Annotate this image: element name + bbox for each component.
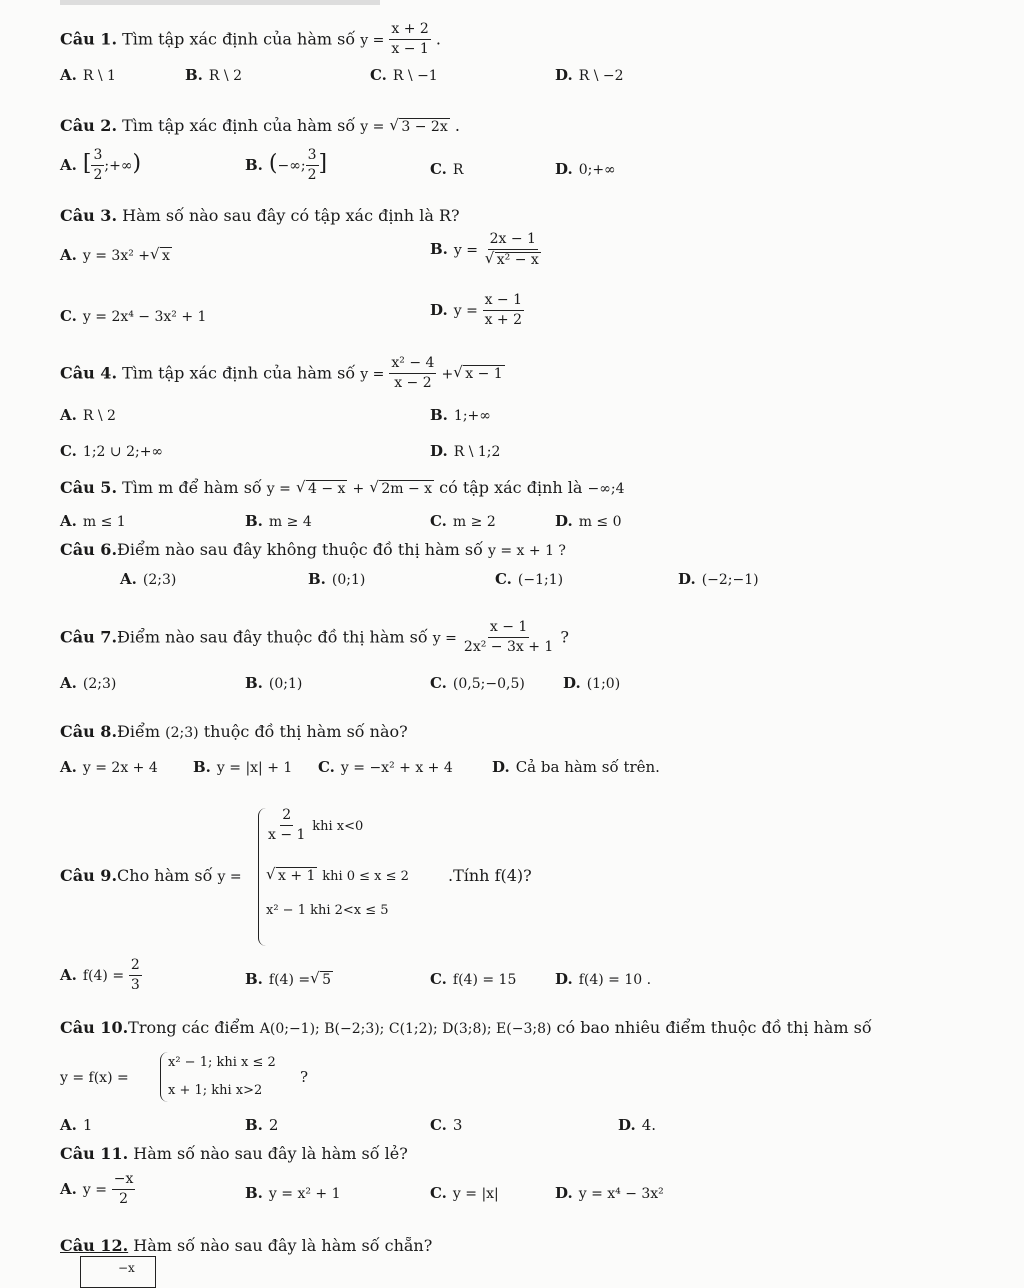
- q8-option-a: A. y = 2x + 4: [60, 758, 158, 776]
- q8-option-b: B. y = |x| + 1: [193, 758, 293, 776]
- question-11: Câu 11. Hàm số nào sau đây là hàm số lẻ?: [60, 1144, 408, 1163]
- q10-case-2: x + 1; khi x>2: [168, 1083, 263, 1098]
- q1-option-c: C. R \ −1: [370, 66, 438, 84]
- q7-option-d: D. (1;0): [563, 674, 621, 692]
- question-2: Câu 2. Tìm tập xác định của hàm số y = √ 3 − 2x .: [60, 116, 460, 135]
- q3-option-b: B. y = 2x − 1 √ x² − x: [430, 232, 543, 269]
- q4-option-a: A. R \ 2: [60, 406, 116, 424]
- q6-option-a: A. (2;3): [120, 570, 177, 588]
- q9-case-1: $\frac{2}{x - 1}$ khi x<0: [268, 807, 364, 844]
- q6-option-d: D. (−2;−1): [678, 570, 759, 588]
- question-6: Câu 6.Điểm nào sau đây không thuộc đồ thị hàm số y = x + 1 ?: [60, 540, 566, 559]
- q11-option-a: A. y = $\frac{-x}{2}$: [60, 1171, 134, 1208]
- q4-option-b: B. 1;+∞: [430, 406, 491, 424]
- question-7: Câu 7.Điểm nào sau đây thuộc đồ thị hàm số y = $\frac{x - 1}{\text{2x² − 3x + 1}}$ ?: [60, 619, 569, 656]
- q2-option-b: B. (−∞; $\frac{3}{2}$ ]: [245, 147, 328, 184]
- q10-case-1: x² − 1; khi x ≤ 2: [168, 1055, 276, 1070]
- question-4: Câu 4. Tìm tập xác định của hàm số y = $\frac{\text{x² − 4}}{x - 2}$ +√ x − 1: [60, 356, 505, 392]
- q9-case-2: √ x + 1 khi 0 ≤ x ≤ 2: [266, 866, 409, 884]
- q5-option-c: C. m ≥ 2: [430, 512, 496, 530]
- q9-option-a: A. f(4) = $\frac{2}{3}$: [60, 957, 140, 994]
- q11-option-d: D. y = x⁴ − 3x²: [555, 1184, 664, 1202]
- question-3: Câu 3. Hàm số nào sau đây có tập xác định là R?: [60, 206, 460, 225]
- q10-option-b: B. 2: [245, 1116, 279, 1134]
- question-8: Câu 8.Điểm (2;3) thuộc đồ thị hàm số nào?: [60, 722, 408, 741]
- question-12: Câu 12. Hàm số nào sau đây là hàm số chẵn?: [60, 1236, 433, 1255]
- q9-option-d: D. f(4) = 10 .: [555, 970, 652, 988]
- q2-option-d: D. 0;+∞: [555, 160, 616, 178]
- q9-option-c: C. f(4) = 15: [430, 970, 517, 988]
- q8-option-d: D. Cả ba hàm số trên.: [492, 758, 660, 776]
- q6-option-b: B. (0;1): [308, 570, 366, 588]
- q5-option-d: D. m ≤ 0: [555, 512, 622, 530]
- q1-option-a: A. R \ 1: [60, 66, 116, 84]
- question-10: Câu 10.Trong các điểm A(0;−1); B(−2;3); C(1;2); D(3;8); E(−3;8) có bao nhiêu điểm thuộc đồ thị hàm số: [60, 1018, 872, 1037]
- q6-option-c: C. (−1;1): [495, 570, 564, 588]
- q10-option-c: C. 3: [430, 1116, 463, 1134]
- q4-option-c: C. 1;2 ∪ 2;+∞: [60, 442, 164, 460]
- q4-option-d: D. R \ 1;2: [430, 442, 501, 460]
- q1-fraction: $\frac{x + 2}{x - 1}$: [391, 21, 429, 58]
- q2-option-a: A. [ $\frac{3}{2}$ ;+∞): [60, 147, 142, 184]
- q10-end: ?: [300, 1068, 309, 1086]
- q7-option-c: C. (0,5;−0,5): [430, 674, 525, 692]
- q3-option-c: C. y = 2x⁴ − 3x² + 1: [60, 307, 207, 325]
- q9-case-3: x² − 1 khi 2<x ≤ 5: [266, 903, 389, 918]
- q10-brace: [160, 1052, 168, 1102]
- q12-partial-option: −x: [118, 1261, 135, 1275]
- q10-option-d: D. 4.: [618, 1116, 657, 1134]
- q9-option-b: B. f(4) =√ 5: [245, 970, 333, 988]
- q11-option-b: B. y = x² + 1: [245, 1184, 341, 1202]
- question-1: Câu 1. Tìm tập xác định của hàm số y = $\frac{x + 2}{x - 1}$ .: [60, 21, 442, 58]
- q10-function: y = f(x) =: [60, 1070, 129, 1086]
- q5-option-a: A. m ≤ 1: [60, 512, 126, 530]
- question-9: Câu 9.Cho hàm số y =: [60, 866, 242, 885]
- cropped-header-strip: [60, 0, 380, 5]
- q7-option-a: A. (2;3): [60, 674, 117, 692]
- q10-option-a: A. 1: [60, 1116, 93, 1134]
- q2-option-c: C. R: [430, 160, 464, 178]
- q7-option-b: B. (0;1): [245, 674, 303, 692]
- question-5: Câu 5. Tìm m để hàm số y = √ 4 − x + √ 2m − x có tập xác định là −∞;4: [60, 478, 625, 497]
- q5-option-b: B. m ≥ 4: [245, 512, 312, 530]
- q3-option-d: D. y = $\frac{x - 1}{x + 2}$: [430, 292, 523, 329]
- q8-option-c: C. y = −x² + x + 4: [318, 758, 453, 776]
- q1-option-b: B. R \ 2: [185, 66, 242, 84]
- q3-option-a: A. y = 3x² +√ x: [60, 246, 172, 264]
- q1-option-d: D. R \ −2: [555, 66, 624, 84]
- q9-ask: .Tính f(4)?: [448, 866, 532, 885]
- q11-option-c: C. y = |x|: [430, 1184, 499, 1202]
